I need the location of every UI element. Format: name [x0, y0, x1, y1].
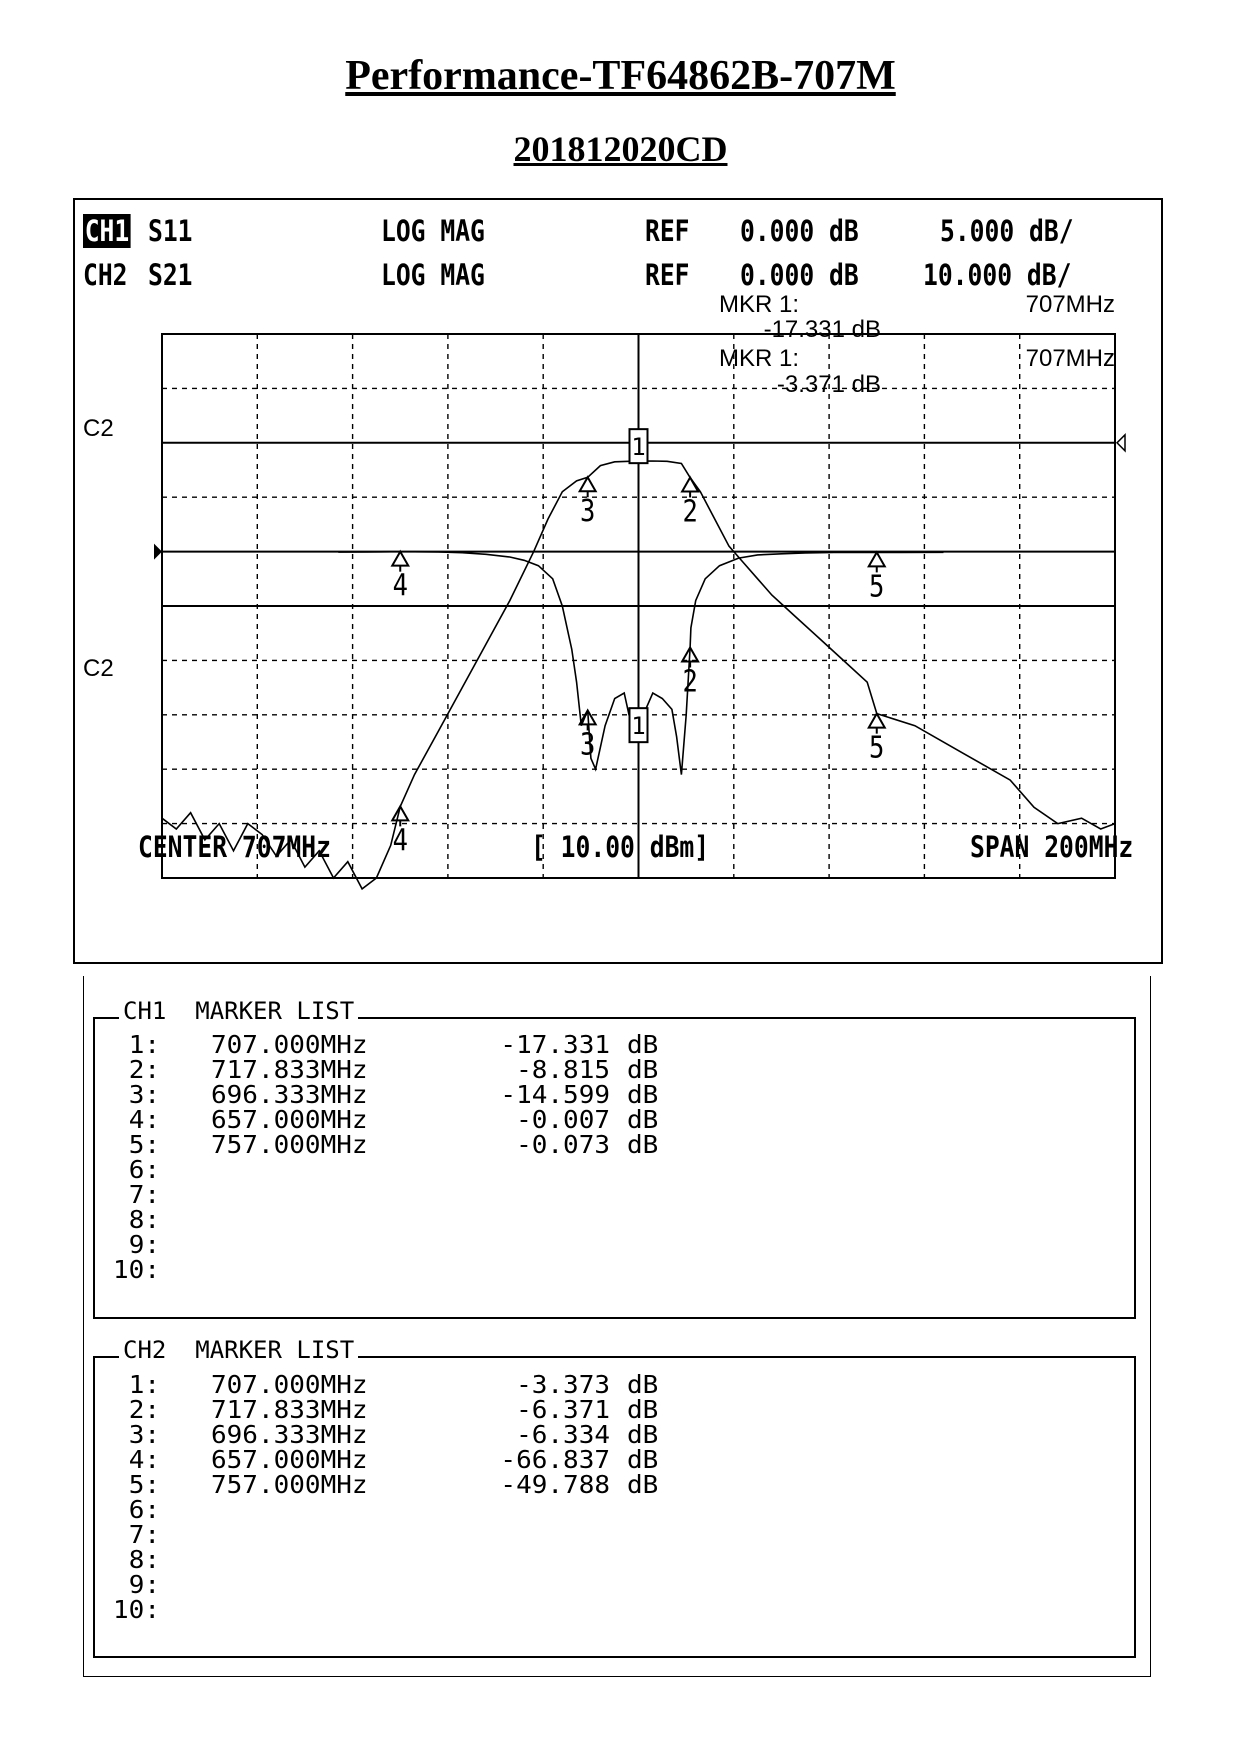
marker-row	[0, 1373, 1241, 1398]
marker-value: -3.373	[516, 1371, 610, 1400]
marker-index: 2:	[128, 1056, 160, 1085]
marker-index: 8:	[128, 1546, 160, 1575]
marker-label: 1	[631, 712, 646, 741]
marker-value: -66.837	[500, 1446, 610, 1475]
marker-index: 2:	[128, 1396, 160, 1425]
marker-row	[0, 1058, 1241, 1083]
marker-index: 6:	[128, 1156, 160, 1185]
marker-value: -14.599	[500, 1081, 610, 1110]
mkr1-label: MKR 1:	[719, 291, 800, 318]
marker-row	[0, 1233, 1241, 1258]
marker-label: 4	[392, 822, 408, 858]
marker-index: 8:	[128, 1206, 160, 1235]
marker-freq: 757.000MHz	[211, 1131, 368, 1160]
ch2-ref-pointer	[1117, 435, 1125, 451]
marker-row	[0, 1033, 1241, 1058]
marker-row	[0, 1423, 1241, 1448]
marker-freq: 717.833MHz	[211, 1396, 368, 1425]
marker-unit: dB	[627, 1396, 659, 1425]
marker-unit: dB	[627, 1471, 659, 1500]
mkr1-freq: 707MHz	[1025, 291, 1115, 318]
marker-row	[0, 1133, 1241, 1158]
marker-freq: 657.000MHz	[211, 1446, 368, 1475]
marker-label: 3	[579, 726, 596, 762]
marker-freq: 696.333MHz	[211, 1081, 368, 1110]
ch1-marker-list-title: CH1 MARKER LIST	[119, 997, 358, 1025]
marker-row	[0, 1158, 1241, 1183]
ch2-ref-label: REF	[645, 258, 690, 292]
marker-index: 1:	[128, 1031, 160, 1060]
marker-label: 2	[682, 493, 698, 530]
marker-label: 3	[579, 493, 596, 529]
marker-value: -6.334	[516, 1421, 610, 1450]
marker-row	[0, 1473, 1241, 1498]
left-label-upper: C2	[83, 415, 114, 442]
marker-unit: dB	[627, 1131, 659, 1160]
marker-unit: dB	[627, 1081, 659, 1110]
ch2-param: S21	[148, 258, 193, 292]
footer-center: CENTER 707MHz	[138, 830, 331, 864]
marker-index: 9:	[128, 1571, 160, 1600]
marker-row	[0, 1448, 1241, 1473]
ch1-param: S11	[148, 214, 193, 248]
marker-unit: dB	[627, 1421, 659, 1450]
marker-index: 1:	[128, 1371, 160, 1400]
footer-span: SPAN 200MHz	[970, 830, 1134, 864]
marker-index: 5:	[128, 1131, 160, 1160]
marker-index: 4:	[128, 1446, 160, 1475]
marker-label: 4	[392, 567, 408, 604]
marker-unit: dB	[627, 1031, 659, 1060]
left-label-lower: C2	[83, 655, 114, 682]
marker-freq: 707.000MHz	[211, 1031, 368, 1060]
page-subtitle: 201812020CD	[513, 129, 728, 169]
marker-value: -8.815	[516, 1056, 610, 1085]
ch1-ref-label: REF	[645, 214, 690, 248]
marker-row	[0, 1083, 1241, 1108]
marker-row	[0, 1523, 1241, 1548]
marker-label: 5	[869, 568, 885, 604]
marker-index: 7:	[128, 1521, 160, 1550]
marker-index: 4:	[128, 1106, 160, 1135]
grid	[154, 334, 1125, 878]
marker-value: -6.371	[516, 1396, 610, 1425]
marker-value: -49.788	[500, 1471, 610, 1500]
marker-row	[0, 1573, 1241, 1598]
mkr2-label: MKR 1:	[719, 345, 800, 372]
ch2-ref-value: 0.000 dB	[740, 258, 859, 292]
mkr1-value: -17.331 dB	[763, 316, 881, 343]
ch2-label: CH2	[83, 258, 128, 292]
ch1-ref-pointer	[154, 544, 162, 560]
ch2-format: LOG MAG	[381, 258, 485, 292]
marker-row	[0, 1108, 1241, 1133]
ch1-label: CH1	[84, 214, 130, 248]
ch1-scale: 5.000 dB/	[940, 214, 1074, 248]
marker-row	[0, 1398, 1241, 1423]
marker-row	[0, 1208, 1241, 1233]
marker-value: -0.073	[516, 1131, 610, 1160]
marker-index: 9:	[128, 1231, 160, 1260]
marker-index: 10:	[113, 1596, 160, 1625]
marker-row	[0, 1548, 1241, 1573]
marker-row	[0, 1498, 1241, 1523]
marker-index: 6:	[128, 1496, 160, 1525]
marker-unit: dB	[627, 1056, 659, 1085]
marker-value: -17.331	[500, 1031, 610, 1060]
marker-unit: dB	[627, 1446, 659, 1475]
marker-row	[0, 1258, 1241, 1283]
marker-unit: dB	[627, 1106, 659, 1135]
ch1-format: LOG MAG	[381, 214, 485, 248]
marker-label: 2	[682, 663, 698, 700]
marker-label: 1	[631, 433, 646, 462]
marker-index: 3:	[128, 1421, 160, 1450]
marker-row	[0, 1598, 1241, 1623]
marker-index: 3:	[128, 1081, 160, 1110]
analyzer-screen	[73, 198, 1163, 964]
marker-freq: 657.000MHz	[211, 1106, 368, 1135]
marker-label: 5	[869, 729, 885, 766]
marker-index: 10:	[113, 1256, 160, 1285]
ch1-ref-value: 0.000 dB	[740, 214, 859, 248]
marker-freq: 696.333MHz	[211, 1421, 368, 1450]
marker-triangle	[392, 552, 408, 566]
marker-unit: dB	[627, 1371, 659, 1400]
marker-row	[0, 1183, 1241, 1208]
mkr2-value: -3.371 dB	[776, 371, 881, 398]
mkr2-freq: 707MHz	[1025, 345, 1115, 372]
marker-index: 5:	[128, 1471, 160, 1500]
marker-freq: 717.833MHz	[211, 1056, 368, 1085]
marker-triangle	[869, 552, 885, 566]
ch2-scale: 10.000 dB/	[923, 258, 1072, 292]
marker-index: 7:	[128, 1181, 160, 1210]
page-title: Performance-TF64862B-707M	[345, 53, 896, 99]
footer-power: [ 10.00 dBm]	[531, 830, 710, 864]
ch2-marker-list-title: CH2 MARKER LIST	[119, 1336, 358, 1364]
marker-value: -0.007	[516, 1106, 610, 1135]
marker-freq: 707.000MHz	[211, 1371, 368, 1400]
marker-freq: 757.000MHz	[211, 1471, 368, 1500]
